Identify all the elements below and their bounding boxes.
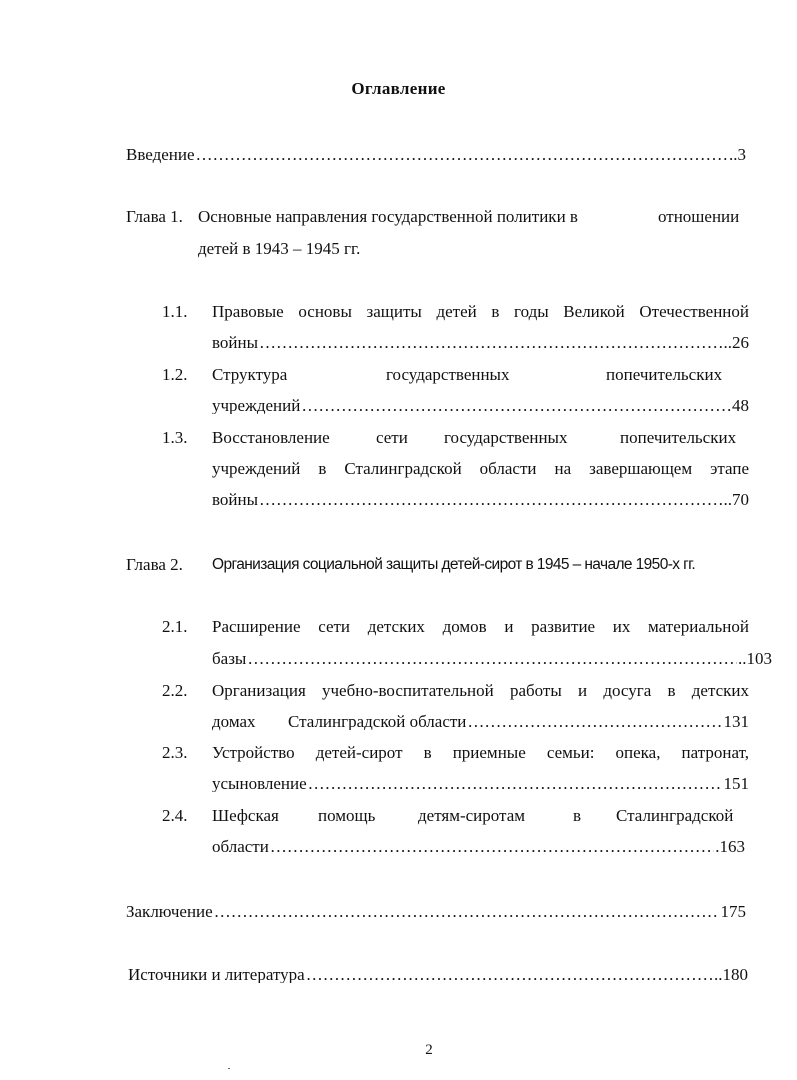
section-2-4-word: Сталинградской	[616, 806, 734, 825]
section-2-4-number: 2.4.	[162, 806, 188, 825]
toc-entry-page: ..103	[738, 650, 772, 667]
leader-dots	[467, 713, 722, 730]
section-2-4-word: детям-сиротам	[418, 806, 525, 825]
section-1-3-word: попечительских	[620, 428, 737, 447]
toc-entry-label: Источники и литература	[128, 966, 305, 983]
section-1-2-word: Структура	[212, 365, 288, 384]
section-2-3-title: Устройство детей-сирот в приемные семьи: опека, патронат,	[212, 743, 749, 762]
section-1-1-number: 1.1.	[162, 302, 188, 321]
section-2-2-word: домах	[212, 712, 256, 731]
section-2-1-title: Расширение сети детских домов и развитие их материальной	[212, 617, 749, 636]
section-1-2-word: государственных	[386, 365, 510, 384]
chapter-1-title-line2: детей в 1943 – 1945 гг.	[198, 239, 361, 258]
section-2-3-number: 2.3.	[162, 743, 188, 762]
leader-dots	[214, 903, 720, 920]
toc-entry-label: Заключение	[126, 903, 213, 920]
toc-entry-label: учреждений	[212, 397, 301, 414]
section-2-2-number: 2.2.	[162, 681, 188, 700]
toc-entry-page: ..26	[723, 334, 749, 351]
toc-entry-label: Сталинградской области	[288, 713, 467, 730]
toc-entry-conclusion	[126, 903, 746, 920]
section-2-2-leader	[288, 713, 749, 730]
toc-entry-page: 131	[723, 713, 749, 730]
toc-entry-page: .163	[715, 838, 745, 855]
leader-dots	[259, 334, 722, 351]
toc-entry-label: войны	[212, 334, 259, 351]
chapter-1-label: Глава 1.	[126, 207, 183, 226]
leader-dots	[308, 775, 723, 792]
scan-speck	[228, 1068, 230, 1069]
section-1-3-line2: учреждений в Сталинградской области на завершающем этапе	[212, 459, 749, 478]
toc-entry-label: усыновление	[212, 775, 307, 792]
section-2-4-word: в	[573, 806, 582, 825]
section-1-2-leader	[212, 397, 749, 414]
section-2-4-leader	[212, 838, 745, 855]
leader-dots	[306, 966, 713, 983]
section-2-2-title: Организация учебно-воспитательной работы и досуга в детских	[212, 681, 749, 700]
toc-entry-page: 175	[720, 903, 746, 920]
chapter-2-label: Глава 2.	[126, 555, 183, 574]
section-2-3-leader	[212, 775, 749, 792]
toc-entry-label: базы	[212, 650, 247, 667]
toc-entry-page: 48	[732, 397, 749, 414]
chapter-2-title: Организация социальной защиты детей-сирот в 1945 – начале 1950-х гг.	[212, 556, 696, 573]
section-2-1-number: 2.1.	[162, 617, 188, 636]
section-1-1-title: Правовые основы защиты детей в годы Великой Отечественной	[212, 302, 749, 321]
section-1-3-word: государственных	[444, 428, 568, 447]
toc-entry-sources	[128, 966, 748, 983]
chapter-1-title-part1: Основные направления государственной политики в	[198, 207, 578, 226]
section-1-2-number: 1.2.	[162, 365, 188, 384]
toc-entry-intro	[126, 146, 746, 163]
toc-entry-label: области	[212, 838, 269, 855]
section-2-4-word: Шефская	[212, 806, 279, 825]
section-1-3-number: 1.3.	[162, 428, 188, 447]
section-2-1-leader	[212, 650, 772, 667]
leader-dots	[259, 491, 722, 508]
leader-dots	[247, 650, 737, 667]
section-1-3-word: Восстановление	[212, 428, 330, 447]
toc-entry-page: ..70	[723, 491, 749, 508]
leader-dots	[196, 146, 728, 163]
page-title: Оглавление	[351, 79, 446, 98]
section-1-2-word: попечительских	[606, 365, 723, 384]
section-1-3-word: сети	[376, 428, 408, 447]
toc-entry-page: ..180	[714, 966, 748, 983]
section-1-1-leader	[212, 334, 749, 351]
section-1-3-leader	[212, 491, 749, 508]
page-number: 2	[425, 1042, 433, 1058]
chapter-1-title-part2: отношении	[658, 207, 740, 226]
toc-entry-label: войны	[212, 491, 259, 508]
section-2-4-word: помощь	[318, 806, 376, 825]
leader-dots	[301, 397, 731, 414]
toc-entry-page: 151	[723, 775, 749, 792]
leader-dots	[270, 838, 714, 855]
toc-entry-label: Введение	[126, 146, 195, 163]
toc-entry-page: ..3	[729, 146, 746, 163]
